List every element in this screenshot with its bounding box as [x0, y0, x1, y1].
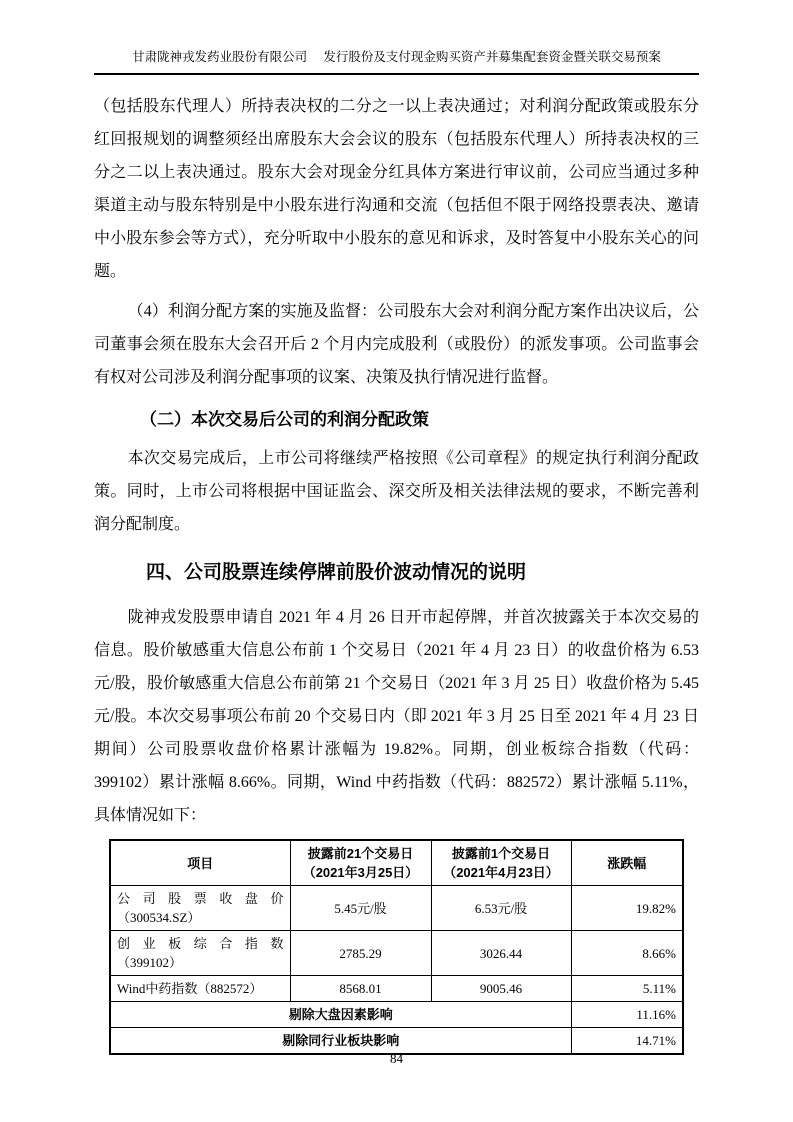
paragraph-continuation: （包括股东代理人）所持表决权的二分之一以上表决通过；对利润分配政策或股东分红回报规划的调整须经出席股东大会会议的股东（包括股东代理人）所持表决权的三分之二以上表决通过。股东大会对现金分红具体方案进行审议前，公司应当通过多种渠道主动与股东特别是中小股东进行沟通和交流（包括但不限于网络投票表决、邀请中小股东参会等方式），充分听取中小股东的意见和诉求，及时答复中小股东关心的问题。 — [94, 98, 699, 280]
table-header-21day-line2: （2021年3月25日） — [302, 865, 419, 880]
paragraph-item4: （4）利润分配方案的实施及监督：公司股东大会对利润分配方案作出决议后，公司董事会须在股东大会召开后 2 个月内完成股利（或股份）的派发事项。公司监事会有权对公司涉及利润分配事项的议案、决策及执行情况进行监督。 — [94, 303, 699, 386]
table-header-1day — [431, 840, 571, 886]
section-heading-price-fluctuation: 四、公司股票连续停牌前股价波动情况的说明 — [146, 562, 527, 583]
table-header-1day-line1: 披露前1个交易日 — [451, 846, 551, 861]
table-header-1day-line2: （2021年4月23日） — [443, 865, 559, 880]
table-row-chinext-index — [110, 931, 683, 976]
row-value-1day: 6.53元/股 — [431, 886, 571, 931]
document-header — [94, 48, 699, 75]
summary-change-value: 11.16% — [571, 1002, 683, 1028]
summary-label: 剔除同行业板块影响 — [110, 1028, 571, 1055]
row-change-value: 19.82% — [571, 886, 683, 931]
table-header-change: 涨跌幅 — [571, 840, 683, 886]
row-item-label-line1: 公司股票收盘价 — [117, 891, 284, 906]
row-item-label-line1: 创业板综合指数 — [117, 936, 284, 951]
row-value-21day: 5.45元/股 — [290, 886, 431, 931]
header-company-name: 甘肃陇神戎发药业股份有限公司 — [132, 50, 308, 64]
row-item-label-line1: Wind中药指数（882572） — [117, 981, 263, 996]
table-row-stock-price — [110, 886, 683, 931]
row-value-1day: 3026.44 — [431, 931, 571, 976]
header-doc-title: 发行股份及支付现金购买资产并募集配套资金暨关联交易预案 — [323, 50, 661, 64]
row-value-21day: 8568.01 — [290, 976, 431, 1002]
paragraph-policy: 本次交易完成后，上市公司将继续严格按照《公司章程》的规定执行利润分配政策。同时，上市公司将根据中国证监会、深交所及相关法律法规的要求，不断完善利润分配制度。 — [94, 450, 699, 533]
summary-change-value: 14.71% — [571, 1028, 683, 1055]
row-value-1day: 9005.46 — [431, 976, 571, 1002]
page-number: 84 — [390, 1051, 403, 1066]
row-item-label-line2: （300534.SZ） — [117, 910, 201, 925]
section-heading-profit-policy: （二）本次交易后公司的利润分配政策 — [140, 410, 429, 429]
row-change-value: 5.11% — [571, 976, 683, 1002]
price-fluctuation-table — [109, 839, 684, 1055]
summary-label: 剔除大盘因素影响 — [110, 1002, 571, 1028]
table-header-21day — [290, 840, 431, 886]
row-item-label — [110, 886, 290, 931]
row-value-21day: 2785.29 — [290, 931, 431, 976]
table-header-item: 项目 — [110, 840, 290, 886]
table-row-wind-index — [110, 976, 683, 1002]
row-item-label — [110, 976, 290, 1002]
row-change-value: 8.66% — [571, 931, 683, 976]
row-item-label-line2: （399102） — [117, 955, 183, 970]
table-header-row — [110, 840, 683, 886]
paragraph-suspension: 陇神戎发股票申请自 2021 年 4 月 26 日开市起停牌，并首次披露关于本次交易的信息。股价敏感重大信息公布前 1 个交易日（2021 年 4 月 23 日）的收盘价格为 6.53 元/股，股价敏感重大信息公布前第 21 个交易日（2021 年 3 月 25 日）收盘价格为 5.45 元/股。本次交易事项公布前 20 个交易日内（即 2021 年 3 月 25 日至 2021 年 4 月 23 日期间）公司股票收盘价格累计涨幅为 19.82%。同期，创业板综合指数（代码：399102）累计涨幅 8.66%。同期，Wind 中药指数（代码：882572）累计涨幅 5.11%，具体情况如下： — [94, 609, 699, 824]
table-summary-row-market — [110, 1002, 683, 1028]
table-header-21day-line1: 披露前21个交易日 — [307, 846, 414, 861]
row-item-label — [110, 931, 290, 976]
